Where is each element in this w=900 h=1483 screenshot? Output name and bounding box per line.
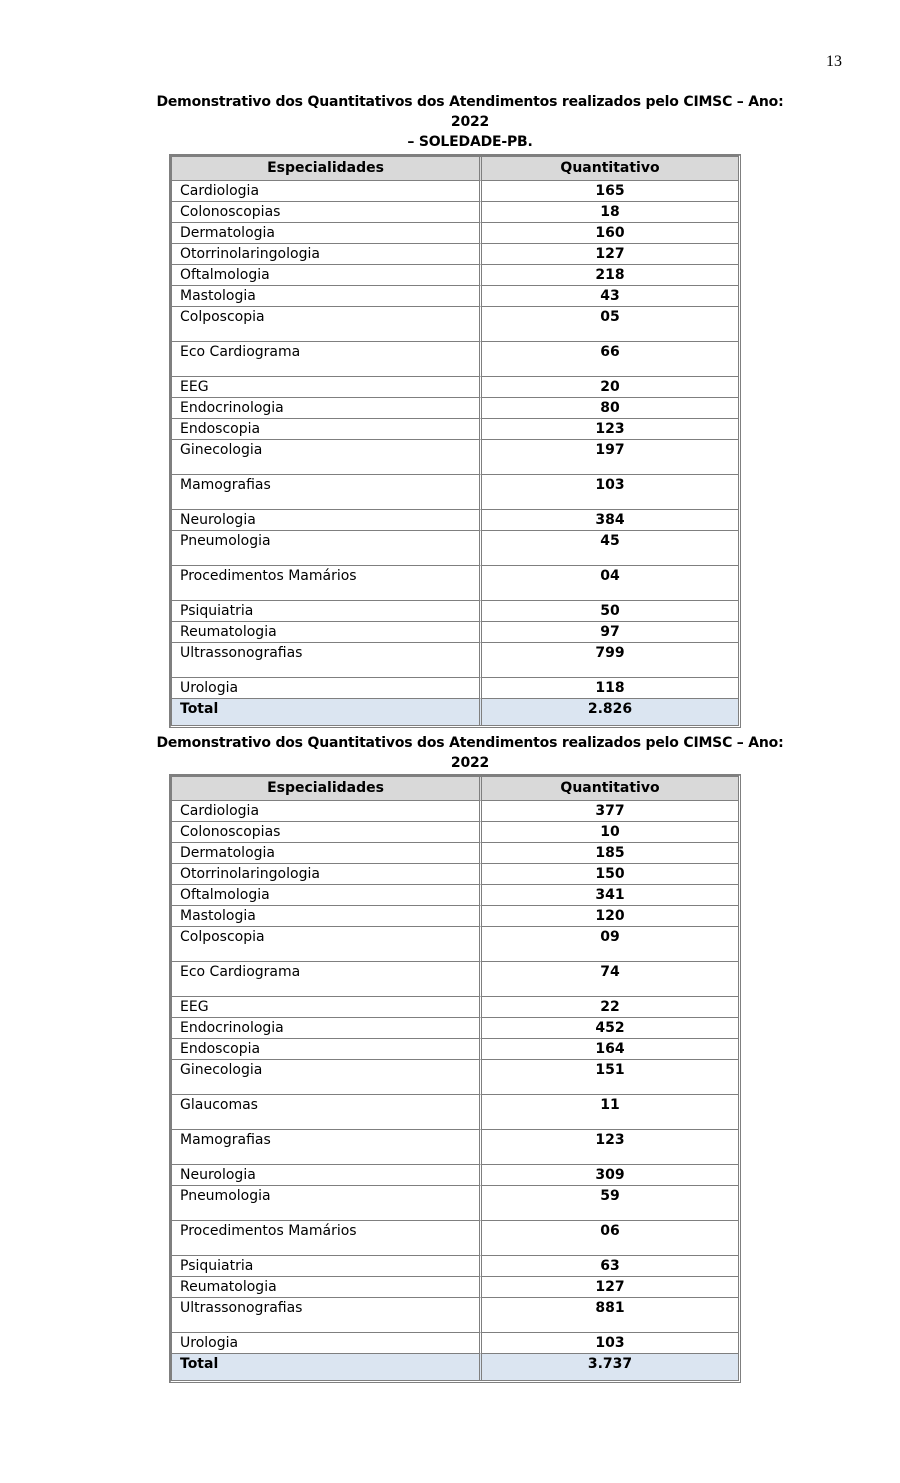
table-row xyxy=(172,244,738,265)
table-row xyxy=(172,531,738,566)
specialty-cell: Cardiologia xyxy=(172,801,482,822)
quantity-cell: 150 xyxy=(482,864,738,885)
table-row xyxy=(172,475,738,510)
quantity-cell: 120 xyxy=(482,906,738,927)
specialty-cell: Endoscopia xyxy=(172,419,482,440)
specialty-cell: Ultrassonografias xyxy=(172,1298,482,1333)
specialty-cell: Psiquiatria xyxy=(172,1256,482,1277)
specialty-cell: Dermatologia xyxy=(172,843,482,864)
quantity-cell: 43 xyxy=(482,286,738,307)
specialty-cell: Endocrinologia xyxy=(172,398,482,419)
specialty-cell: Ginecologia xyxy=(172,440,482,475)
table-row xyxy=(172,286,738,307)
specialty-cell: Urologia xyxy=(172,678,482,699)
specialty-cell: Eco Cardiograma xyxy=(172,342,482,377)
header-row xyxy=(172,157,738,181)
specialty-cell: Oftalmologia xyxy=(172,265,482,286)
quantity-cell: 11 xyxy=(482,1095,738,1130)
specialty-cell: Dermatologia xyxy=(172,223,482,244)
specialty-cell: Pneumologia xyxy=(172,1186,482,1221)
quantity-cell: 377 xyxy=(482,801,738,822)
quantity-cell: 218 xyxy=(482,265,738,286)
quantity-cell: 59 xyxy=(482,1186,738,1221)
total-value: 2.826 xyxy=(482,699,738,725)
quantity-cell: 164 xyxy=(482,1039,738,1060)
header-row xyxy=(172,777,738,801)
specialty-cell: Urologia xyxy=(172,1333,482,1354)
table-row xyxy=(172,643,738,678)
total-label: Total xyxy=(172,699,482,725)
table-row xyxy=(172,601,738,622)
specialty-cell: Psiquiatria xyxy=(172,601,482,622)
table-row xyxy=(172,510,738,531)
quantity-cell: 160 xyxy=(482,223,738,244)
specialty-cell: Oftalmologia xyxy=(172,885,482,906)
table-row xyxy=(172,864,738,885)
quantity-cell: 20 xyxy=(482,377,738,398)
table-row xyxy=(172,843,738,864)
quantity-cell: 97 xyxy=(482,622,738,643)
specialty-cell: EEG xyxy=(172,997,482,1018)
quantity-cell: 103 xyxy=(482,475,738,510)
specialty-cell: Cardiologia xyxy=(172,181,482,202)
specialty-cell: Mastologia xyxy=(172,906,482,927)
quantity-cell: 63 xyxy=(482,1256,738,1277)
table-row xyxy=(172,265,738,286)
quantity-cell: 881 xyxy=(482,1298,738,1333)
table-sossego xyxy=(169,774,741,1383)
table-soledade xyxy=(169,154,741,728)
table-row xyxy=(172,1333,738,1354)
quantity-cell: 185 xyxy=(482,843,738,864)
table-row xyxy=(172,377,738,398)
quantity-cell: 151 xyxy=(482,1060,738,1095)
specialty-cell: Procedimentos Mamários xyxy=(172,1221,482,1256)
quantity-cell: 04 xyxy=(482,566,738,601)
header-especialidades: Especialidades xyxy=(172,777,482,801)
quantity-cell: 452 xyxy=(482,1018,738,1039)
specialty-cell: Procedimentos Mamários xyxy=(172,566,482,601)
specialty-cell: Ultrassonografias xyxy=(172,643,482,678)
table-row xyxy=(172,1186,738,1221)
specialty-cell: Glaucomas xyxy=(172,1095,482,1130)
table-row xyxy=(172,1095,738,1130)
specialty-cell: Otorrinolaringologia xyxy=(172,244,482,265)
quantity-cell: 45 xyxy=(482,531,738,566)
quantity-cell: 22 xyxy=(482,997,738,1018)
table-row xyxy=(172,801,738,822)
table-row xyxy=(172,202,738,223)
table-row xyxy=(172,1298,738,1333)
quantity-cell: 127 xyxy=(482,1277,738,1298)
total-row xyxy=(172,699,738,725)
caption-line-1: Demonstrativo dos Quantitativos dos Atendimentos realizados pelo CIMSC – Ano: 2022 xyxy=(156,735,784,771)
table-row xyxy=(172,1018,738,1039)
specialty-cell: Neurologia xyxy=(172,1165,482,1186)
quantity-cell: 18 xyxy=(482,202,738,223)
quantity-cell: 50 xyxy=(482,601,738,622)
table-row xyxy=(172,419,738,440)
table-row xyxy=(172,1039,738,1060)
specialty-cell: Colposcopia xyxy=(172,927,482,962)
page-number: 13 xyxy=(826,53,842,70)
table-row xyxy=(172,622,738,643)
quantity-cell: 80 xyxy=(482,398,738,419)
specialty-cell: Colposcopia xyxy=(172,307,482,342)
table-row xyxy=(172,1277,738,1298)
header-quantitativo: Quantitativo xyxy=(482,777,738,801)
table-row xyxy=(172,223,738,244)
quantity-cell: 118 xyxy=(482,678,738,699)
quantity-cell: 165 xyxy=(482,181,738,202)
caption-line-1: Demonstrativo dos Quantitativos dos Atendimentos realizados pelo CIMSC – Ano: 2022 xyxy=(156,94,784,130)
table-row xyxy=(172,1256,738,1277)
specialty-cell: Mamografias xyxy=(172,1130,482,1165)
specialty-cell: Eco Cardiograma xyxy=(172,962,482,997)
specialty-cell: Mamografias xyxy=(172,475,482,510)
quantity-cell: 06 xyxy=(482,1221,738,1256)
quantity-cell: 10 xyxy=(482,822,738,843)
table-row xyxy=(172,181,738,202)
specialty-cell: Reumatologia xyxy=(172,1277,482,1298)
quantity-cell: 384 xyxy=(482,510,738,531)
table-row xyxy=(172,398,738,419)
table-row xyxy=(172,1060,738,1095)
table-row xyxy=(172,566,738,601)
table-row xyxy=(172,440,738,475)
specialty-cell: Colonoscopias xyxy=(172,202,482,223)
total-row xyxy=(172,1354,738,1380)
table-row xyxy=(172,927,738,962)
quantity-cell: 309 xyxy=(482,1165,738,1186)
quantity-cell: 341 xyxy=(482,885,738,906)
specialty-cell: Endoscopia xyxy=(172,1039,482,1060)
table-row xyxy=(172,997,738,1018)
quantity-cell: 799 xyxy=(482,643,738,678)
header-quantitativo: Quantitativo xyxy=(482,157,738,181)
table-row xyxy=(172,307,738,342)
specialty-cell: EEG xyxy=(172,377,482,398)
table-row xyxy=(172,906,738,927)
quantity-cell: 09 xyxy=(482,927,738,962)
quantity-cell: 66 xyxy=(482,342,738,377)
table-row xyxy=(172,1165,738,1186)
quantity-cell: 05 xyxy=(482,307,738,342)
quantity-cell: 197 xyxy=(482,440,738,475)
specialty-cell: Pneumologia xyxy=(172,531,482,566)
table-row xyxy=(172,1221,738,1256)
table-row xyxy=(172,678,738,699)
specialty-cell: Mastologia xyxy=(172,286,482,307)
total-label: Total xyxy=(172,1354,482,1380)
table-row xyxy=(172,822,738,843)
specialty-cell: Neurologia xyxy=(172,510,482,531)
table-row xyxy=(172,1130,738,1165)
quantity-cell: 123 xyxy=(482,1130,738,1165)
quantity-cell: 74 xyxy=(482,962,738,997)
table-caption-soledade xyxy=(140,92,800,152)
quantity-cell: 103 xyxy=(482,1333,738,1354)
specialty-cell: Colonoscopias xyxy=(172,822,482,843)
table-row xyxy=(172,342,738,377)
caption-line-2: – SOLEDADE-PB. xyxy=(407,134,533,150)
quantity-cell: 127 xyxy=(482,244,738,265)
table-row xyxy=(172,885,738,906)
specialty-cell: Reumatologia xyxy=(172,622,482,643)
specialty-cell: Otorrinolaringologia xyxy=(172,864,482,885)
specialty-cell: Endocrinologia xyxy=(172,1018,482,1039)
total-value: 3.737 xyxy=(482,1354,738,1380)
header-especialidades: Especialidades xyxy=(172,157,482,181)
specialty-cell: Ginecologia xyxy=(172,1060,482,1095)
quantity-cell: 123 xyxy=(482,419,738,440)
table-row xyxy=(172,962,738,997)
